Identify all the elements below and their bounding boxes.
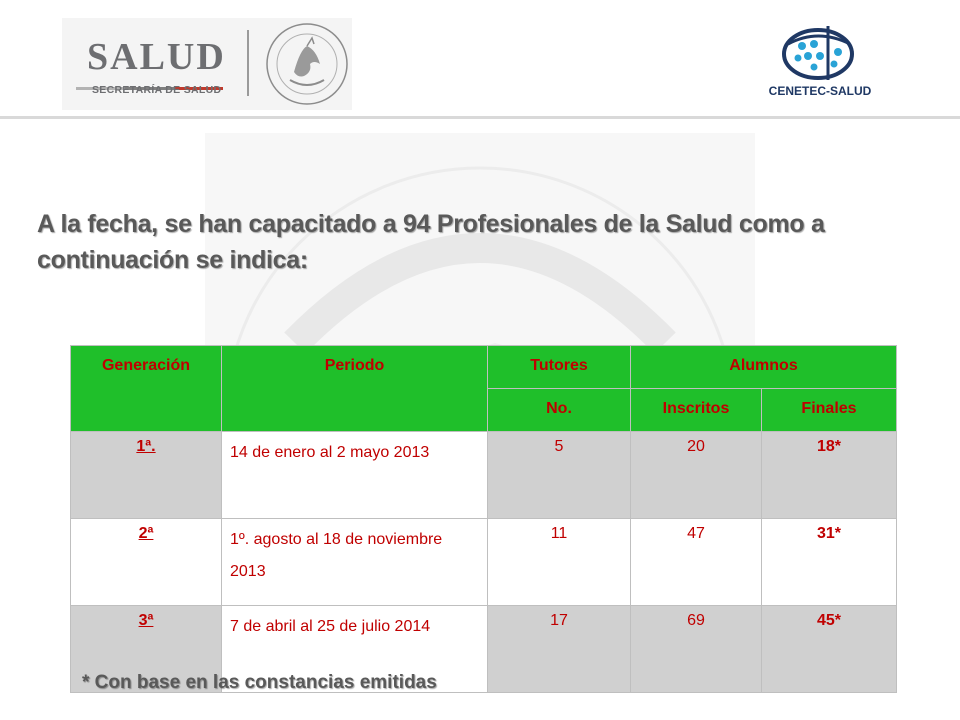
footnote: * Con base en las constancias emitidas (82, 672, 437, 693)
cell-periodo: 7 de abril al 25 de julio 2014 (222, 606, 488, 693)
header-divider (0, 116, 960, 119)
cell-tutores: 17 (488, 606, 631, 693)
header-generacion: Generación (71, 346, 222, 432)
cell-generacion: 2ª (71, 519, 222, 606)
cell-inscritos: 20 (631, 432, 762, 519)
logo-separator (247, 30, 249, 96)
salud-wordmark: SALUD (87, 36, 226, 78)
table-row (71, 519, 897, 606)
header-periodo: Periodo (222, 346, 488, 432)
table-row (71, 432, 897, 519)
table-header-row (71, 346, 897, 389)
cell-periodo: 1º. agosto al 18 de noviembre 2013 (222, 519, 488, 606)
cenetec-name: CENETEC-SALUD (768, 84, 872, 98)
cenetec-globe-icon (768, 22, 872, 82)
header (0, 0, 960, 120)
salud-subtitle: SECRETARÍA DE SALUD (92, 84, 222, 96)
page-heading: A la fecha, se han capacitado a 94 Profesionales de la Salud como a continuación se indica: (37, 210, 825, 274)
salud-logo (62, 18, 352, 110)
cell-finales: 45* (762, 606, 897, 693)
training-table (70, 345, 897, 693)
cenetec-logo (768, 22, 872, 106)
cell-inscritos: 47 (631, 519, 762, 606)
header-alumnos: Alumnos (631, 346, 897, 389)
cell-finales: 18* (762, 432, 897, 519)
header-tutores: Tutores (488, 346, 631, 389)
cell-finales: 31* (762, 519, 897, 606)
mexican-seal-icon (264, 20, 350, 108)
cell-generacion: 1ª. (71, 432, 222, 519)
cell-inscritos: 69 (631, 606, 762, 693)
header-no: No. (488, 389, 631, 432)
header-inscritos: Inscritos (631, 389, 762, 432)
cell-tutores: 5 (488, 432, 631, 519)
cell-tutores: 11 (488, 519, 631, 606)
salud-color-bars (76, 77, 224, 80)
cell-periodo: 14 de enero al 2 mayo 2013 (222, 432, 488, 519)
header-finales: Finales (762, 389, 897, 432)
cell-generacion: 3ª (71, 606, 222, 693)
